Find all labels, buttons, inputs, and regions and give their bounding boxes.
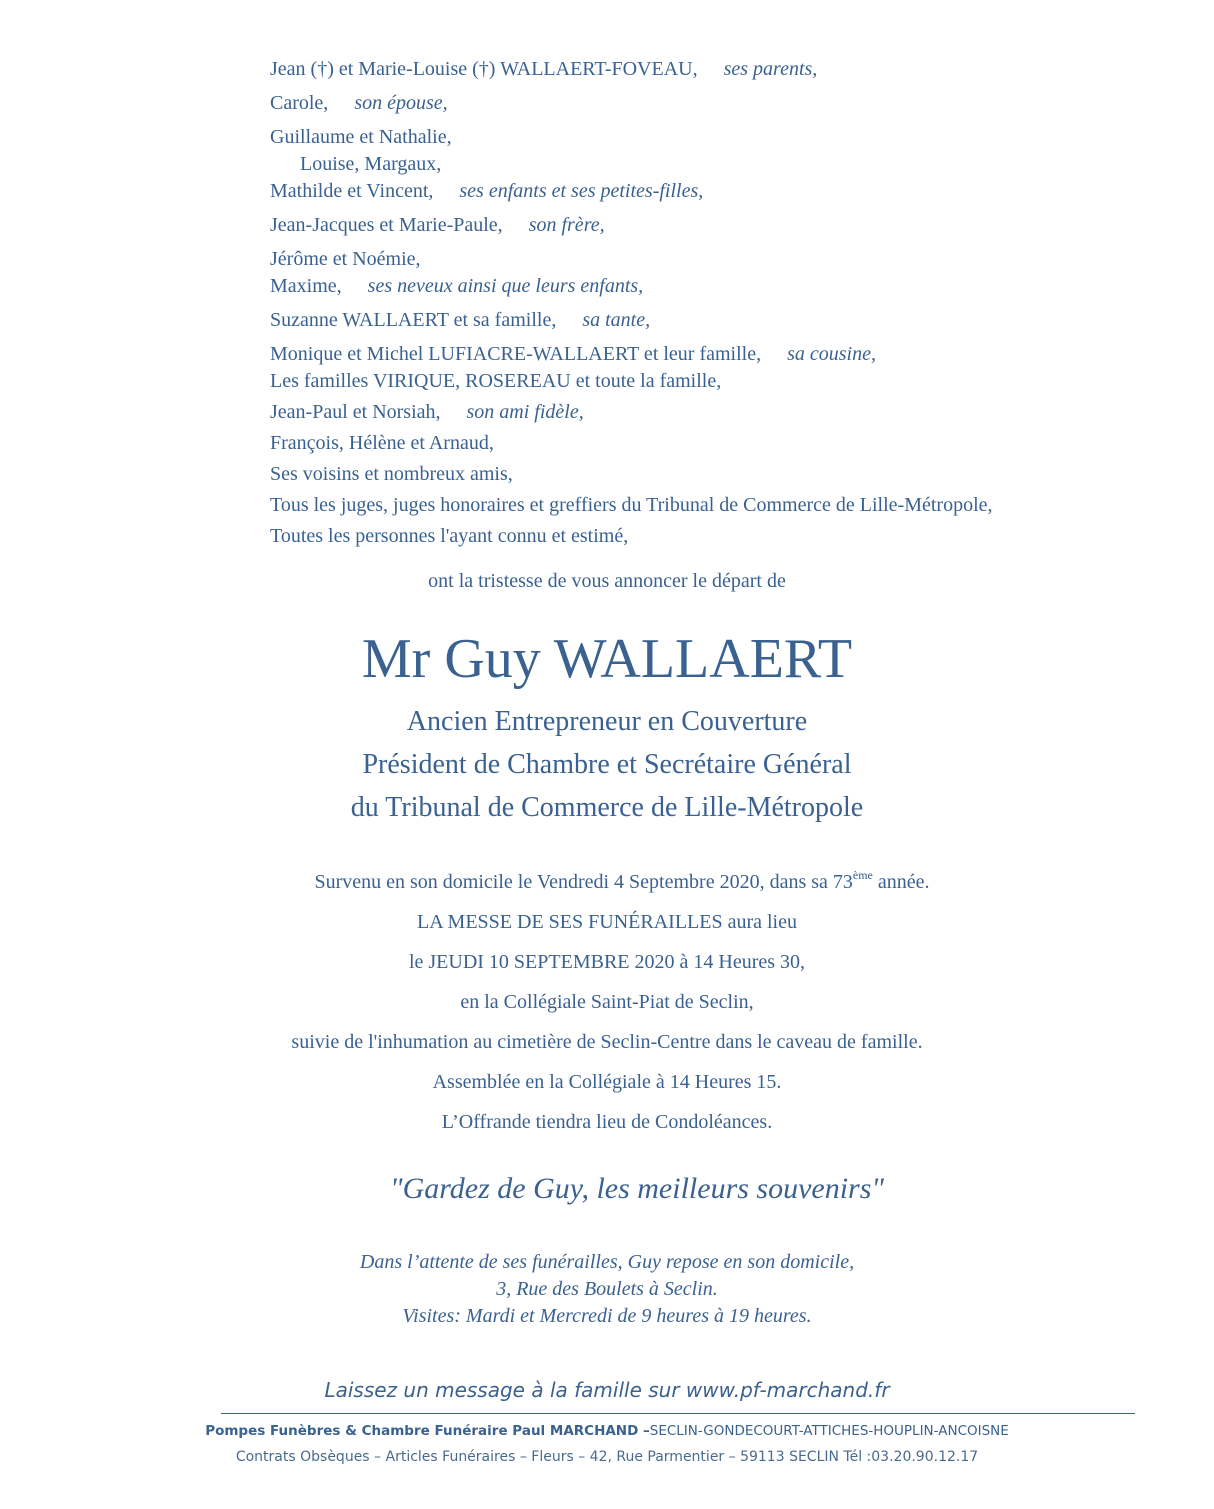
visit-line: 3, Rue des Boulets à Seclin. (496, 1278, 718, 1300)
family-relation: ses enfants et ses petites-filles, (459, 180, 704, 202)
detail-line: le JEUDI 10 SEPTEMBRE 2020 à 14 Heures 30, (408, 951, 806, 973)
family-group (270, 212, 1170, 239)
family-members: Guillaume et Nathalie, (270, 126, 452, 148)
family-members: Monique et Michel LUFIACRE-WALLAERT et leur famille, (270, 343, 762, 365)
company-line: Pompes Funèbres & Chambre Funéraire Paul MARCHAND –SECLIN-GONDECOURT-ATTICHES-HOUPLIN-ANCOISNE (205, 1423, 1009, 1439)
family-relation: sa tante, (582, 309, 651, 331)
family-group (270, 246, 1170, 300)
visit-info (0, 1249, 1214, 1330)
family-relation: ses parents, (723, 58, 818, 80)
family-relation: sa cousine, (787, 343, 876, 365)
family-members: Suzanne WALLAERT et sa famille, (270, 309, 557, 331)
footer-divider (221, 1413, 1135, 1414)
family-relation: ses neveux ainsi que leurs enfants, (367, 275, 644, 297)
family-line (270, 124, 1170, 151)
website-message: Laissez un message à la famille sur www.pf-marchand.fr (324, 1378, 890, 1402)
detail-line: L’Offrande tiendra lieu de Condoléances. (441, 1111, 773, 1133)
quote: "Gardez de Guy, les meilleurs souvenirs" (389, 1172, 885, 1205)
family-members: Jean-Jacques et Marie-Paule, (270, 214, 503, 236)
family-line (270, 273, 1170, 300)
family-line (270, 341, 1170, 368)
visit-line: Dans l’attente de ses funérailles, Guy repose en son domicile, (359, 1251, 855, 1273)
family-line (270, 307, 1170, 334)
title-line: Président de Chambre et Secrétaire Général (362, 749, 852, 780)
family-line (270, 430, 1170, 457)
family-group (270, 90, 1170, 117)
family-line (270, 56, 1170, 83)
family-line (270, 461, 1170, 488)
family-line (270, 399, 1170, 426)
announcement-line: ont la tristesse de vous annoncer le départ de (428, 570, 786, 592)
family-members: François, Hélène et Arnaud, (270, 432, 494, 454)
family-members: Carole, (270, 92, 329, 114)
family-line (270, 523, 1170, 550)
family-line (270, 151, 1170, 178)
family-members: Jean-Paul et Norsiah, (270, 401, 441, 423)
family-members: Jérôme et Noémie, (270, 248, 421, 270)
family-group (270, 430, 1170, 457)
family-line (270, 492, 1170, 519)
title-line: Ancien Entrepreneur en Couverture (406, 706, 808, 737)
title-line: du Tribunal de Commerce de Lille-Métropole (350, 792, 864, 823)
deceased-titles (0, 700, 1214, 829)
family-relation: son frère, (528, 214, 605, 236)
family-line (270, 368, 1170, 395)
detail-line: LA MESSE DE SES FUNÉRAILLES aura lieu (417, 911, 797, 933)
death-date-line: Survenu en son domicile le Vendredi 4 Septembre 2020, dans sa 73ème année. (314, 868, 930, 893)
family-group (270, 492, 1170, 519)
family-members: Louise, Margaux, (300, 153, 442, 175)
family-group (270, 56, 1170, 83)
family-group (270, 399, 1170, 426)
family-group (270, 461, 1170, 488)
family-members: Mathilde et Vincent, (270, 180, 434, 202)
family-relation: son épouse, (354, 92, 448, 114)
family-group (270, 124, 1170, 205)
visit-line: Visites: Mardi et Mercredi de 9 heures à 19 heures. (402, 1305, 812, 1327)
family-line (270, 246, 1170, 273)
family-members: Ses voisins et nombreux amis, (270, 463, 513, 485)
family-members: Maxime, (270, 275, 342, 297)
family-line (270, 90, 1170, 117)
family-list (270, 56, 1170, 554)
family-group (270, 341, 1170, 395)
family-line (270, 178, 1170, 205)
detail-line: en la Collégiale Saint-Piat de Seclin, (460, 991, 754, 1013)
family-members: Tous les juges, juges honoraires et greffiers du Tribunal de Commerce de Lille-Métropole, (270, 494, 993, 516)
family-group (270, 307, 1170, 334)
family-members: Jean (†) et Marie-Louise (†) WALLAERT-FOVEAU, (270, 58, 698, 80)
family-relation: son ami fidèle, (466, 401, 584, 423)
family-members: Les familles VIRIQUE, ROSEREAU et toute la famille, (270, 370, 722, 392)
deceased-name: Mr Guy WALLAERT (361, 628, 853, 690)
family-line (270, 212, 1170, 239)
family-members: Toutes les personnes l'ayant connu et estimé, (270, 525, 629, 547)
family-group (270, 523, 1170, 550)
funeral-details (0, 862, 1214, 1142)
services-line: Contrats Obsèques – Articles Funéraires – Fleurs – 42, Rue Parmentier – 59113 SECLIN Tél :03.20.90.12.17 (235, 1449, 979, 1465)
detail-line: Assemblée en la Collégiale à 14 Heures 15. (432, 1071, 782, 1093)
detail-line: suivie de l'inhumation au cimetière de Seclin-Centre dans le caveau de famille. (291, 1031, 923, 1053)
